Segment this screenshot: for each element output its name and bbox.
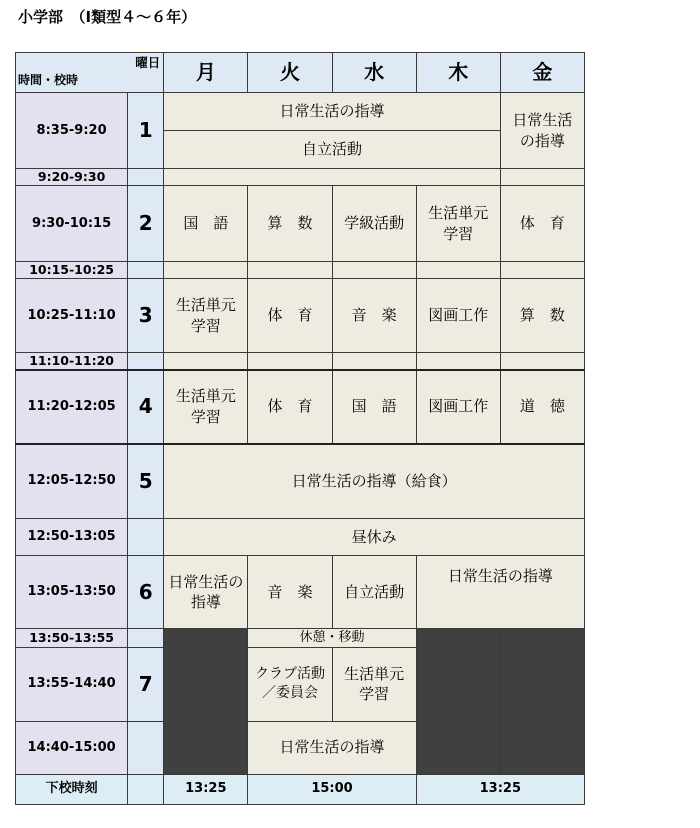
- day-thu: 木: [416, 53, 500, 93]
- period-6-mon: 日常生活の指導: [164, 556, 248, 629]
- time-gap-2: 10:15-10:25: [16, 262, 128, 279]
- thu-dark-block: [416, 629, 500, 775]
- period-4-row: [16, 370, 585, 444]
- gap-2-row: [16, 262, 585, 279]
- timetable: [15, 52, 585, 805]
- time-period-7: 13:55-14:40: [16, 647, 128, 721]
- break-move-cell: 休憩・移動: [248, 629, 416, 648]
- period-4-fri: 道 徳: [500, 370, 584, 444]
- time-period-5: 12:05-12:50: [16, 444, 128, 519]
- dismissal-row: [16, 774, 585, 804]
- period-4-mon: 生活単元学習: [164, 370, 248, 444]
- time-period-4: 11:20-12:05: [16, 370, 128, 444]
- period-2-wed: 学級活動: [332, 186, 416, 262]
- period-number-4: 4: [128, 370, 164, 444]
- dismissal-tue-wed: 15:00: [248, 774, 416, 804]
- day-wed: 水: [332, 53, 416, 93]
- fri-dark-block: [500, 629, 584, 775]
- gap-1-row: [16, 169, 585, 186]
- lunch-break-cell: 昼休み: [164, 519, 585, 556]
- time-gap-1: 9:20-9:30: [16, 169, 128, 186]
- dismissal-label: 下校時刻: [16, 774, 128, 804]
- period-2-tue: 算 数: [248, 186, 332, 262]
- period-6-tue: 音 楽: [248, 556, 332, 629]
- time-break-move: 13:50-13:55: [16, 629, 128, 648]
- period-number-7: 7: [128, 647, 164, 721]
- period-3-wed: 音 楽: [332, 279, 416, 353]
- period-number-3: 3: [128, 279, 164, 353]
- jikan-label: 時間・校時: [18, 72, 79, 87]
- time-period-3: 10:25-11:10: [16, 279, 128, 353]
- header-row: [16, 53, 585, 93]
- gap-3-row: [16, 353, 585, 370]
- period-7-tue: クラブ活動／委員会: [248, 647, 332, 721]
- period-2-fri: 体 育: [500, 186, 584, 262]
- dismissal-mon: 13:25: [164, 774, 248, 804]
- day-fri: 金: [500, 53, 584, 93]
- time-gap-3: 11:10-11:20: [16, 353, 128, 370]
- day-mon: 月: [164, 53, 248, 93]
- period-4-wed: 国 語: [332, 370, 416, 444]
- dismissal-thu-fri: 13:25: [416, 774, 584, 804]
- period-3-fri: 算 数: [500, 279, 584, 353]
- period-7-wed: 生活単元学習: [332, 647, 416, 721]
- period-3-thu: 図画工作: [416, 279, 500, 353]
- period-4-tue: 体 育: [248, 370, 332, 444]
- time-lunch-break: 12:50-13:05: [16, 519, 128, 556]
- period-number-2: 2: [128, 186, 164, 262]
- period-1-fri: 日常生活の指導: [500, 93, 584, 169]
- header-corner: [16, 53, 164, 93]
- time-last: 14:40-15:00: [16, 721, 128, 774]
- period-2-thu: 生活単元学習: [416, 186, 500, 262]
- break-move-row: [16, 629, 585, 648]
- period-6-wed: 自立活動: [332, 556, 416, 629]
- period-1-row: [16, 93, 585, 131]
- time-period-2: 9:30-10:15: [16, 186, 128, 262]
- period-3-tue: 体 育: [248, 279, 332, 353]
- period-number-5: 5: [128, 444, 164, 519]
- period-1-independence: 自立活動: [164, 131, 501, 169]
- page-title: 小学部 （Ⅰ類型４～６年）: [18, 8, 197, 26]
- time-period-6: 13:05-13:50: [16, 556, 128, 629]
- day-tue: 火: [248, 53, 332, 93]
- lunch-break-row: [16, 519, 585, 556]
- period-6-thu-fri: 日常生活の指導: [416, 556, 584, 629]
- period-2-row: [16, 186, 585, 262]
- youbi-label: 曜日: [135, 55, 161, 70]
- period-5-lunch-guidance: 日常生活の指導（給食）: [164, 444, 585, 519]
- period-4-thu: 図画工作: [416, 370, 500, 444]
- period-number-6: 6: [128, 556, 164, 629]
- time-period-1: 8:35-9:20: [16, 93, 128, 169]
- period-3-row: [16, 279, 585, 353]
- period-1-daily-guidance: 日常生活の指導: [164, 93, 501, 131]
- period-5-row: [16, 444, 585, 519]
- period-number-1: 1: [128, 93, 164, 169]
- period-6-row: [16, 556, 585, 629]
- period-3-mon: 生活単元学習: [164, 279, 248, 353]
- mon-dark-block: [164, 629, 248, 775]
- last-daily-guidance: 日常生活の指導: [248, 721, 416, 774]
- period-2-mon: 国 語: [164, 186, 248, 262]
